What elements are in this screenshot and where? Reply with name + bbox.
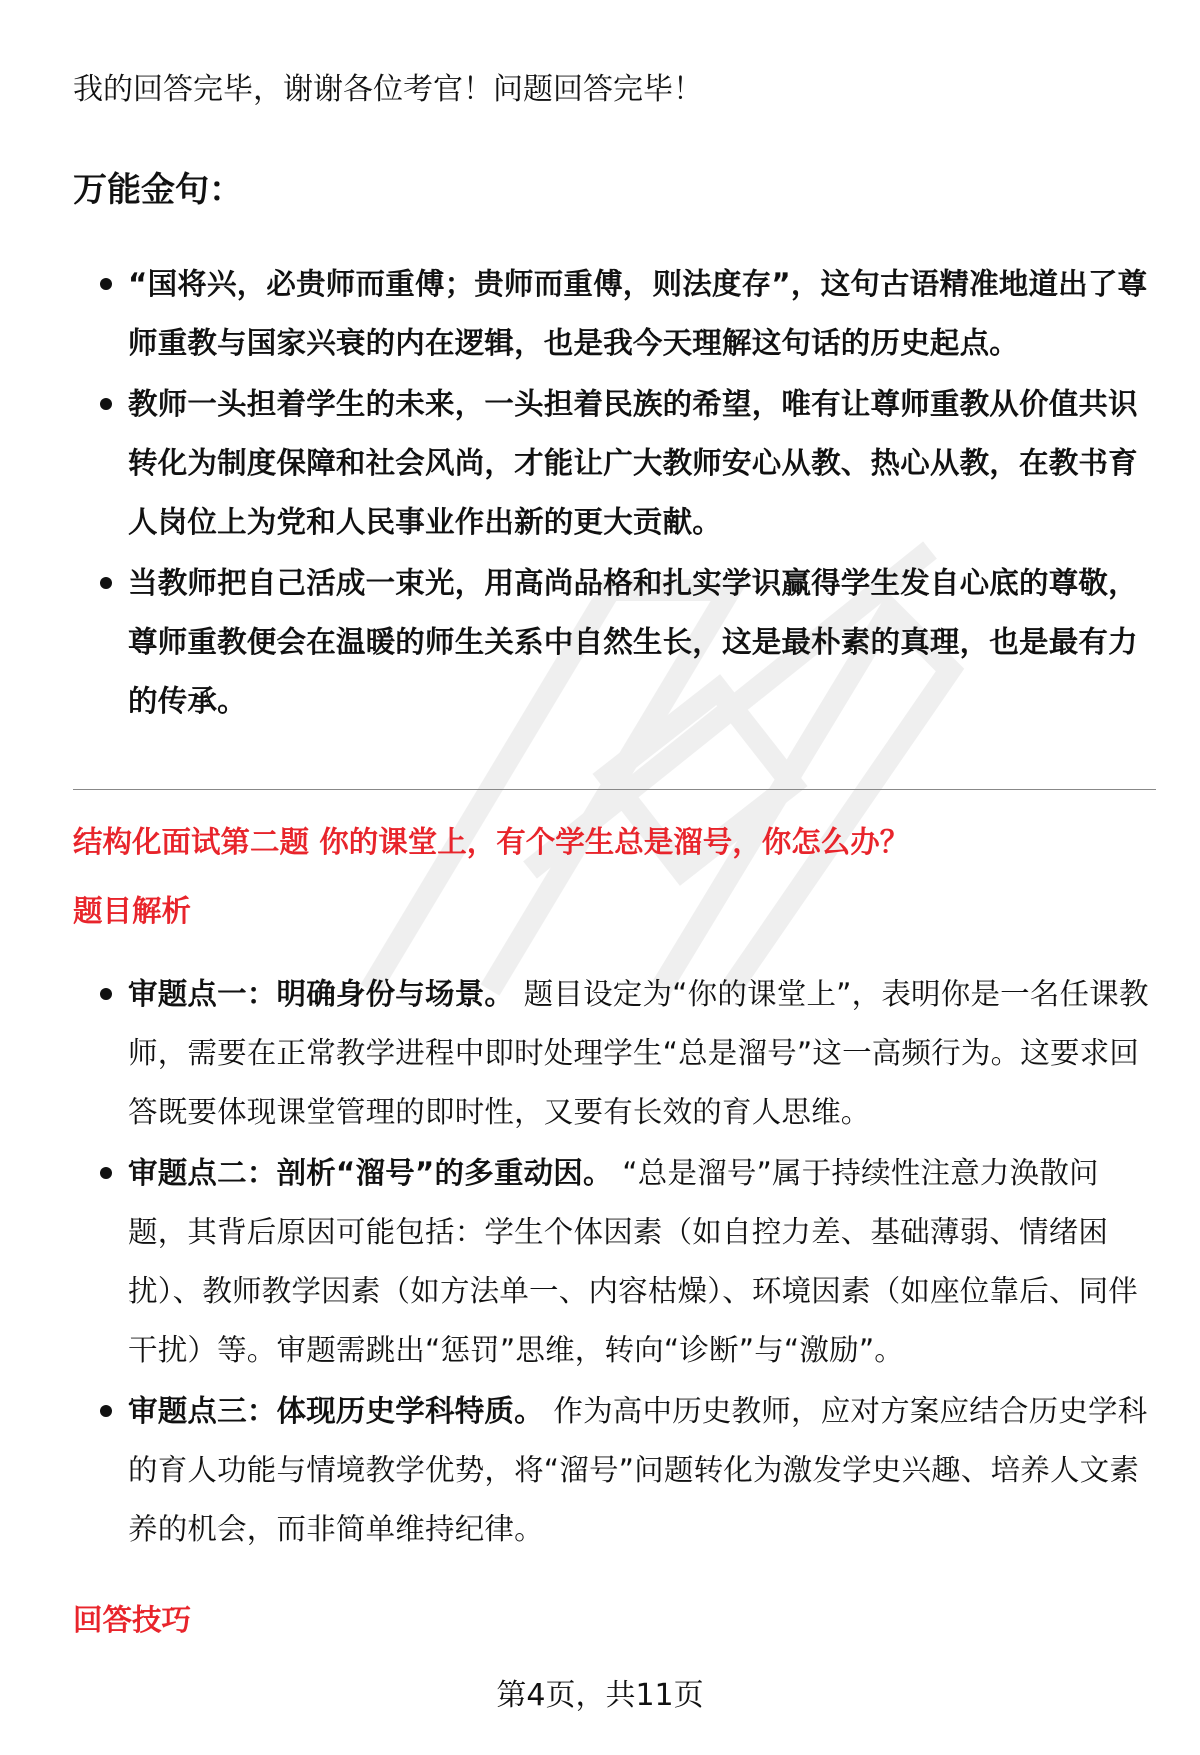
closing-line: 我的回答完毕，谢谢各位考官！问题回答完毕！ — [73, 72, 703, 107]
bullet-icon — [100, 1167, 112, 1179]
tips-heading: 回答技巧 — [73, 1603, 192, 1637]
point-label: 审题点二：剖析“溜号”的多重动因。 — [128, 1156, 613, 1190]
bullet-icon — [100, 577, 112, 589]
analysis-heading: 题目解析 — [73, 894, 192, 928]
point-text: “总是溜号”属于持续性注意力涣散问题，其背后原因可能包括：学生个体因素（如自控力差、基础薄弱、情绪困扰）、教师教学因素（如方法单一、内容枯燥）、环境因素（如座位靠后、同伴干扰）等。审题需跳出“惩罚”思维，转向“诊断”与“激励”。 — [128, 1156, 1139, 1367]
list-item — [73, 965, 1153, 1142]
point-label: 审题点三：体现历史学科特质。 — [128, 1394, 544, 1428]
bullet-icon — [100, 1405, 112, 1417]
bullet-icon — [100, 398, 112, 410]
quote-text: 当教师把自己活成一束光，用高尚品格和扎实学识赢得学生发自心底的尊敬，尊师重教便会在温暖的师生关系中自然生长，这是最朴素的真理，也是最有力的传承。 — [128, 566, 1138, 718]
question-title: 结构化面试第二题 你的课堂上，有个学生总是溜号，你怎么办？ — [73, 825, 910, 859]
point-text: 作为高中历史教师，应对方案应结合历史学科的育人功能与情境教学优势，将“溜号”问题转化为激发学史兴趣、培养人文素养的机会，而非简单维持纪律。 — [128, 1394, 1148, 1546]
list-item — [73, 554, 1153, 731]
list-item — [73, 255, 1153, 373]
list-item — [73, 1382, 1153, 1559]
page-number: 第4页，共11页 — [496, 1678, 704, 1713]
point-label: 审题点一：明确身份与场景。 — [128, 977, 515, 1011]
bullet-icon — [100, 278, 112, 290]
analysis-points-list — [73, 965, 1153, 1561]
quote-text: “国将兴，必贵师而重傅；贵师而重傅，则法度存”，这句古语精准地道出了尊师重教与国家兴衰的内在逻辑，也是我今天理解这句话的历史起点。 — [128, 267, 1148, 360]
golden-quotes-heading: 万能金句： — [73, 170, 243, 210]
golden-quotes-list — [73, 255, 1153, 733]
quote-text: 教师一头担着学生的未来，一头担着民族的希望，唯有让尊师重教从价值共识转化为制度保障和社会风尚，才能让广大教师安心从教、热心从教，在教书育人岗位上为党和人民事业作出新的更大贡献。 — [128, 387, 1138, 539]
list-item — [73, 375, 1153, 552]
bullet-icon — [100, 988, 112, 1000]
list-item — [73, 1144, 1153, 1380]
section-divider — [73, 789, 1156, 790]
point-text: 题目设定为“你的课堂上”，表明你是一名任课教师，需要在正常教学进程中即时处理学生“总是溜号”这一高频行为。这要求回答既要体现课堂管理的即时性，又要有长效的育人思维。 — [128, 977, 1149, 1129]
